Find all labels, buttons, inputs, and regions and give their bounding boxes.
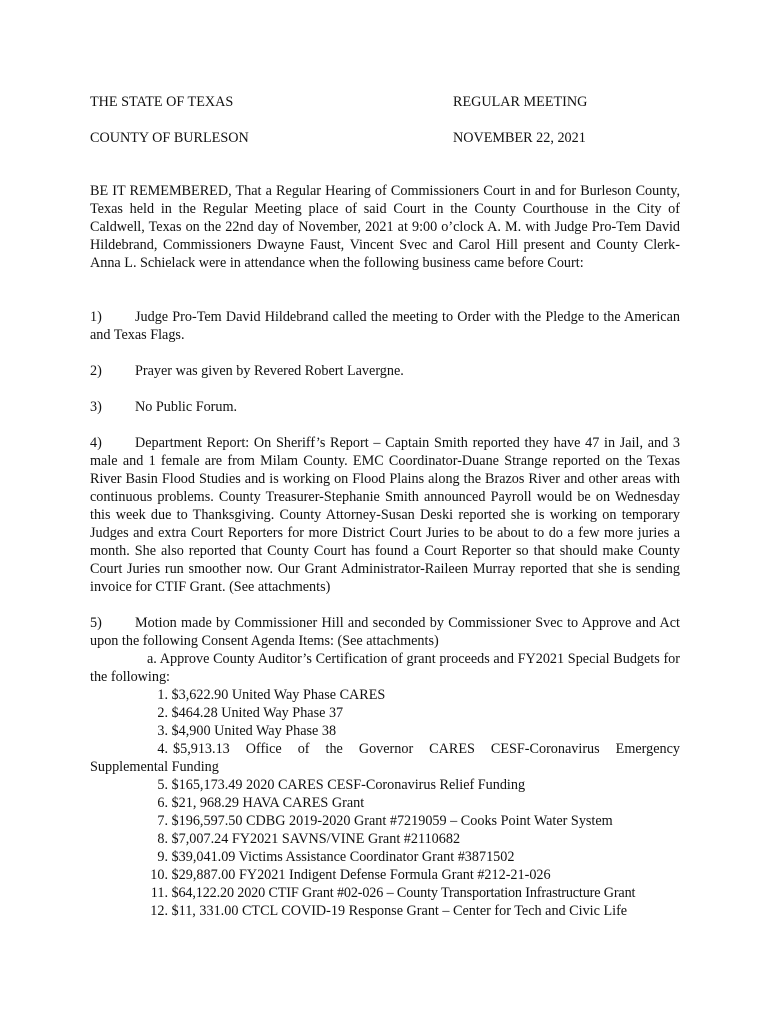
list-item: 11. $64,122.20 2020 CTIF Grant #02-026 – County Transportation Infrastructure Grant	[150, 885, 636, 901]
item-text: Prayer was given by Revered Robert Lavergne.	[135, 363, 404, 379]
header-county: COUNTY OF BURLESON	[90, 130, 249, 146]
header-meeting-type: REGULAR MEETING	[453, 94, 588, 110]
list-item: 12. $11, 331.00 CTCL COVID-19 Response Grant – Center for Tech and Civic Life	[150, 903, 628, 919]
list-item: 9. $39,041.09 Victims Assistance Coordinator Grant #3871502	[157, 849, 515, 865]
item-text: No Public Forum.	[135, 399, 238, 415]
list-item: 2. $464.28 United Way Phase 37	[157, 705, 344, 721]
header-date: NOVEMBER 22, 2021	[453, 130, 586, 146]
list-item: 6. $21, 968.29 HAVA CARES Grant	[157, 795, 365, 811]
item-4	[90, 434, 680, 596]
intro-paragraph: BE IT REMEMBERED, That a Regular Hearing of Commissioners Court in and for Burleson County, Texas held in the Regular Meeting place of said Court in the County Courthouse in the City of Caldwell, Texas on the 22nd day of November, 2021 at 9:00 o’clock A. M. with Judge Pro-Tem David Hildebrand, Commissioners Dwayne Faust, Vincent Svec and Carol Hill present and County Clerk-Anna L. Schielack were in attendance when the following business came before Court:	[90, 183, 680, 271]
item-1	[90, 308, 680, 344]
item-number: 4)	[90, 435, 102, 451]
list-item: 4. $5,913.13 Office of the Governor CARES CESF-Coronavirus Emergency	[157, 741, 680, 757]
item-number: 3)	[90, 399, 102, 415]
consent-item-a: a. Approve County Auditor’s Certification of grant proceeds and FY2021 Special Budgets for the following:	[90, 651, 680, 685]
item-number: 1)	[90, 309, 102, 325]
item-text: Department Report: On Sheriff’s Report – Captain Smith reported they have 47 in Jail, and 3 male and 1 female are from Milam County. EMC Coordinator-Duane Strange reported on the Texas River Basin Flood Studies and is working on Flood Plains along the Brazos River and other areas with continuous problems. County Treasurer-Stephanie Smith announced Payroll would be on Wednesday this week due to Thanksgiving. County Attorney-Susan Deski reported she is working on temporary Judges and extra Court Reporters for more District Court Juries to be about to do a few more juries a month. She also reported that County Court has found a Court Reporter so that should make County Court Juries run smoother now. Our Grant Administrator-Raileen Murray reported that she is sending invoice for CTIF Grant. (See attachments)	[90, 435, 680, 595]
header-state: THE STATE OF TEXAS	[90, 94, 234, 110]
item-text: Motion made by Commissioner Hill and seconded by Commissioner Svec to Approve and Act upon the following Consent Agenda Items: (See attachments)	[90, 615, 680, 649]
list-item: 5. $165,173.49 2020 CARES CESF-Coronavirus Relief Funding	[157, 777, 526, 793]
list-item: 1. $3,622.90 United Way Phase CARES	[157, 687, 386, 703]
list-item-continuation: Supplemental Funding	[90, 759, 219, 775]
list-item: 10. $29,887.00 FY2021 Indigent Defense Formula Grant #212-21-026	[150, 867, 551, 883]
list-item: 7. $196,597.50 CDBG 2019-2020 Grant #7219059 – Cooks Point Water System	[157, 813, 613, 829]
consent-budget-list	[90, 686, 680, 926]
item-5	[90, 614, 680, 650]
list-item: 8. $7,007.24 FY2021 SAVNS/VINE Grant #2110682	[157, 831, 461, 847]
item-text: Judge Pro-Tem David Hildebrand called the meeting to Order with the Pledge to the American and Texas Flags.	[90, 309, 680, 343]
item-number: 5)	[90, 615, 102, 631]
item-2	[90, 362, 680, 380]
item-number: 2)	[90, 363, 102, 379]
item-3	[90, 398, 680, 416]
list-item: 3. $4,900 United Way Phase 38	[157, 723, 337, 739]
